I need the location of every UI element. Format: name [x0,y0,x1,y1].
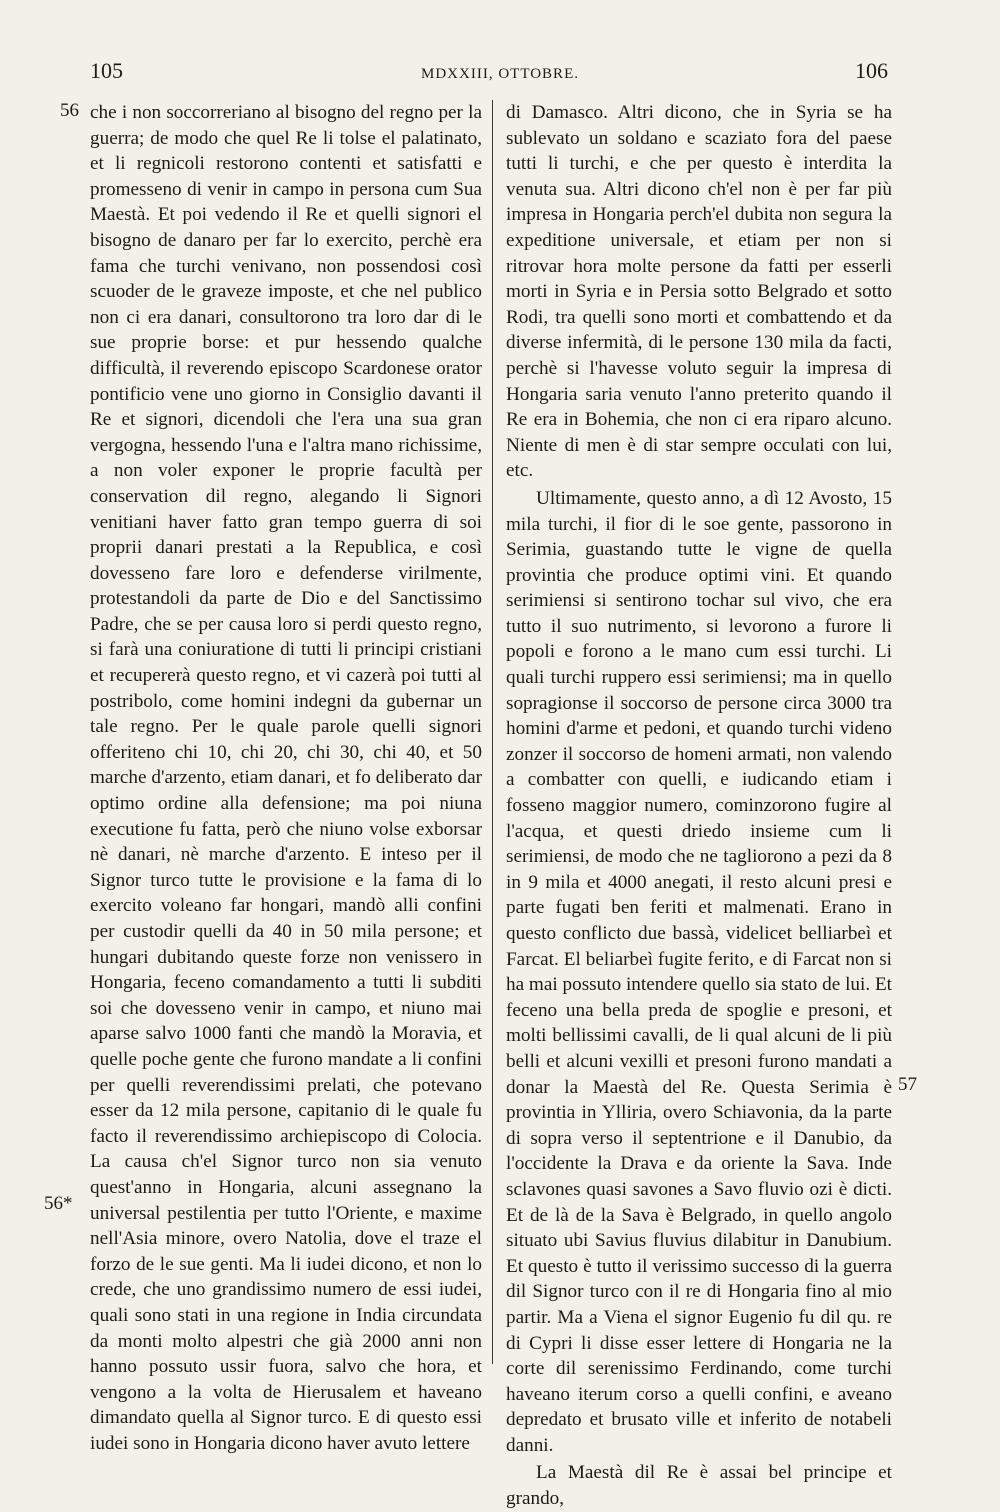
right-paragraph-1: di Damasco. Altri dicono, che in Syria se ha sublevato un soldano e scaziato fora del paese tutti li turchi, e che per questo è interdita la venuta sua. Altri dicono ch'el non è per far più impresa in Hongaria perch'el dubita non segura la expeditione universale, et etiam per non si ritrovar hora molte persone da fatti per esserli morti in Syria e in Persia sotto Belgrado et sotto Rodi, tra quelli sono morti et combattendo et da diverse infermità, di le persone 130 mila da facti, perchè si l'havesse voluto seguir la impresa di Hongaria saria venuto l'anno preterito quando il Re era in Bohemia, che non ci era riparo alcuno. Niente di men è di star sempre occulati con lui, etc. [506,102,892,482]
margin-number-bottom-left: 56* [44,1193,73,1214]
left-column-text: che i non soccorreriano al bisogno del regno per la guerra; de modo che quel Re li tolse el palatinato, et li regnicoli restorono contenti et satisfatti e promesseno di venir in campo in persona cum Sua Maestà. Et poi vedendo il Re et quelli signori el bisogno de danaro per far lo exercito, perchè era fama che turchi venivano, non possendosi così scuoder de le graveze imposte, et che nel publico non ci era danari, consultorono tra loro dar di le sue proprie borse: et pur hessendo qualche difficultà, il reverendo episcopo Scardonese orator pontificio vene uno giorno in Consiglio davanti il Re et signori, dicendoli che l'era una sua gran vergogna, hessendo l'una e l'altra mano richissime, a non voler exponer le proprie facultà per conservation dil regno, alegando li Signori venitiani haver fatto gran tempo guerra di soi proprii danari prestati a la Republica, e così dovesseno fare loro e defenderse virilmente, protestandoli da parte de Dio e del Sanctissimo Padre, che se per causa loro si perdi questo regno, si farà una coniuratione di tutti li principi cristiani et recupererà questo regno, et vi cazerà poi tutti al postribolo, come homini indegni da gubernar un tale regno. Per le quale parole quelli signori offeriteno chi 10, chi 20, chi 30, chi 40, et 50 marche d'arzento, etiam danari, et fo deliberato dar optimo ordine alla defensione; ma poi niuna executione fu fatta, però che niuno volse exborsar nè danari, nè marche d'arzento. E inteso per il Signor turco tutte le provisione e la fama di lo exercito voleano far hongari, mandò alli confini per custodir quelli da 40 in 50 mila persone; et hungari dubitando queste forze non venissero in Hongaria, feceno comandamento a tutti li subditi soi che dovesseno venir in campo, et niuno mai aparse salvo 1000 fanti che mandò la Moravia, et quelle poche gente che furono mandate a li confini per quelli reverendissimi prelati, che potevano esser da 12 mila persone, capitanio di le quale fu facto il reverendissimo archiepiscopo di Colocia. La causa ch'el Signor turco non sia venuto quest'anno in Hongaria, alcuni assegnano la universal pestilentia per tutto l'Oriente, e maxime nell'Asia minore, overo Natolia, dove el traze el forzo de le sue genti. Ma li iudei dicono, et non lo crede, che uno grandissimo numero de essi iudei, quali sono stati in una regione in India circundata da monti molto alpestri che già 2000 anni non hanno possuto ussir fuora, salvo che hora, et vengono a la volta de Hierusalem et haveano dimandato quella al Signor turco. E di questo essi iudei sono in Hongaria dicono haver avuto lettere [90,102,482,1454]
left-column [90,100,482,1456]
running-title: MDXXIII, OTTOBRE. [421,66,579,82]
margin-number-right: 57 [898,1074,917,1095]
margin-number-top-left: 56 [60,100,79,121]
right-paragraph-2: Ultimamente, questo anno, a dì 12 Avosto, 15 mila turchi, il fior di le soe gente, passorono in Serimia, guastando tutte le vigne de quella provintia che produce optimi vini. Et quando serimiensi si sentirono tochar sul vivo, che era tutto il suo nutrimento, si levorono a furore li popoli e forono a le mano cum essi turchi. Li quali turchi ruppero essi serimiensi; ma in quello sopragionse il soccorso de persone circa 3000 tra homini d'arme et pedoni, et quando turchi videno zonzer il soccorso de homeni armati, non valendo a combatter con quelli, e iudicando etiam i fosseno maggior numero, cominzorono fugire al l'acqua, et questi driedo insieme cum li serimiensi, de modo che ne tagliorono a pezi da 8 in 9 mila et 4000 anegati, il resto alcuni presi e parte fugati ben feriti et malmenati. Erano in questo conflicto due bassà, videlicet belliarbeì et Farcat. El beliarbeì fugite ferito, e di Farcat non si ha mai possuto intendere quello sia stato de lui. Et feceno una bella preda de spoglie e presoni, et molti bellissimi cavalli, de li qual alcuni de li più belli et alcuni vexilli et presoni furono mandati a donar la Maestà del Re. Questa Serimia è provintia in Ylliria, overo Schiavonia, da la parte di sopra verso il septentrione e il Danubio, da l'occidente la Drava e da oriente la Sava. Inde sclavones quasi savones a Savo fluvio ozi è dicti. Et de là de la Sava è Belgrado, in quello angolo situato ubi Savius fluvius dilabitur in Danubium. Et questo è tutto il verissimo successo di la guerra dil Signor turco con il re di Hongaria fino al mio partir. Ma a Viena el signor Eugenio fu dil qu. re di Cypri li disse esser lettere di Hongaria ne la corte dil serenissimo Ferdinando, come turchi haveano iterum corso a quelli confini, e aveano depredato et brusato ville et inferito de notabeli danni. [506,487,892,1456]
left-page-number: 105 [90,58,123,83]
right-column [506,100,892,1512]
right-paragraph-3: La Maestà dil Re è assai bel principe et grando, [506,1462,892,1510]
column-divider [492,100,493,1364]
right-page-number: 106 [855,58,888,83]
